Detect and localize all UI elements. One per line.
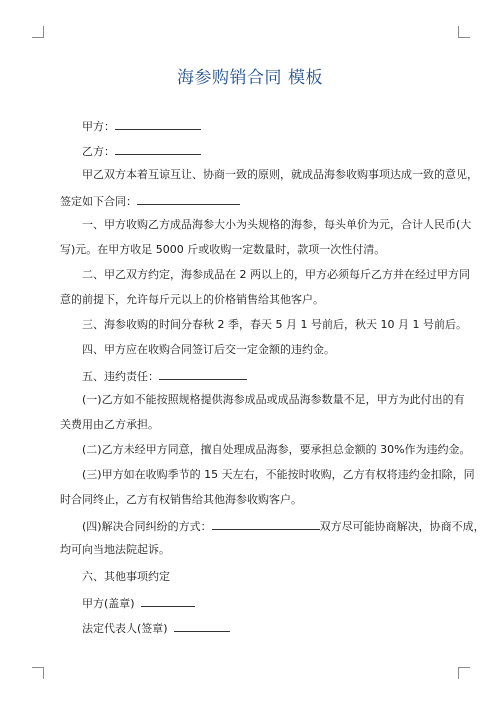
crop-mark-bottom-left — [32, 667, 44, 679]
party-a-blank — [115, 118, 201, 130]
intro-line-1: 甲乙双方本着互谅互让、协商一致的原则，就成品海参收购事项达成一致的意见， — [82, 168, 478, 181]
sign-party-a-label: 甲方(盖章) — [82, 597, 135, 610]
sign-representative-label: 法定代表人(签章) — [82, 622, 168, 635]
clause-5-1-line-2: 关费用由乙方承担。 — [60, 418, 159, 431]
crop-mark-top-right — [458, 26, 470, 38]
clause-6: 六、其他事项约定 — [82, 570, 170, 583]
clause-3: 三、海参收购的时间分春秋 2 季，春天 5 月 1 号前后，秋天 10 月 1 号前后。 — [82, 318, 467, 331]
clause-5-4-line-1 — [82, 518, 485, 534]
clause-5-blank — [159, 368, 247, 380]
clause-2-line-2: 意的前提下，允许每斤元以上的价格销售给其他客户。 — [60, 293, 324, 306]
clause-5-4-prefix: (四)解决合同纠纷的方式： — [82, 520, 212, 533]
clause-2-line-1: 二、甲乙双方约定，海参成品在 2 两以上的，甲方必须每斤乙方并在经过甲方同 — [82, 268, 470, 281]
clause-5-1-line-1: (一)乙方如不能按照规格提供海参成品或成品海参数量不足，甲方为此付出的有 — [82, 393, 465, 406]
sign-representative-blank — [174, 620, 230, 632]
intro-line-2 — [60, 193, 450, 209]
crop-mark-bottom-right — [458, 667, 470, 679]
clause-5-4-line-2: 均可向当地法院起诉。 — [60, 543, 170, 556]
party-a-label: 甲方： — [82, 120, 115, 133]
clause-1-line-2: 写)元。在甲方收足 5000 斤或收购一定数量时，款项一次性付清。 — [60, 243, 386, 256]
sign-party-a-blank — [141, 595, 195, 607]
party-b-line — [82, 143, 472, 159]
intro-blank — [137, 193, 240, 205]
party-b-blank — [115, 143, 201, 155]
clause-5-label: 五、违约责任： — [82, 370, 159, 383]
party-a-line — [82, 118, 472, 134]
clause-5-line — [82, 368, 472, 384]
clause-5-3-line-2: 时合同终止，乙方有权销售给其他海参收购客户。 — [60, 493, 302, 506]
clause-5-4-suffix: 双方尽可能协商解决，协商不成， — [319, 520, 485, 533]
sign-representative-line — [82, 620, 472, 636]
crop-mark-top-left — [32, 26, 44, 38]
document-title: 海参购销合同 模板 — [177, 68, 323, 88]
clause-5-3-line-1: (三)甲方如在收购季节的 15 天左右，不能按时收购，乙方有权将违约金扣除，同 — [82, 468, 475, 481]
sign-party-a-line — [82, 595, 472, 611]
intro-text: 签定如下合同： — [60, 195, 137, 208]
clause-4: 四、甲方应在收购合同签订后交一定金额的违约金。 — [82, 343, 335, 356]
clause-1-line-1: 一、甲方收购乙方成品海参大小为头规格的海参，每头单价为元，合计人民币(大 — [82, 218, 472, 231]
clause-5-2: (二)乙方未经甲方同意，擅自处理成品海参，要承担总金额的 30%作为违约金。 — [82, 443, 471, 456]
party-b-label: 乙方： — [82, 145, 115, 158]
clause-5-4-blank — [212, 518, 320, 530]
